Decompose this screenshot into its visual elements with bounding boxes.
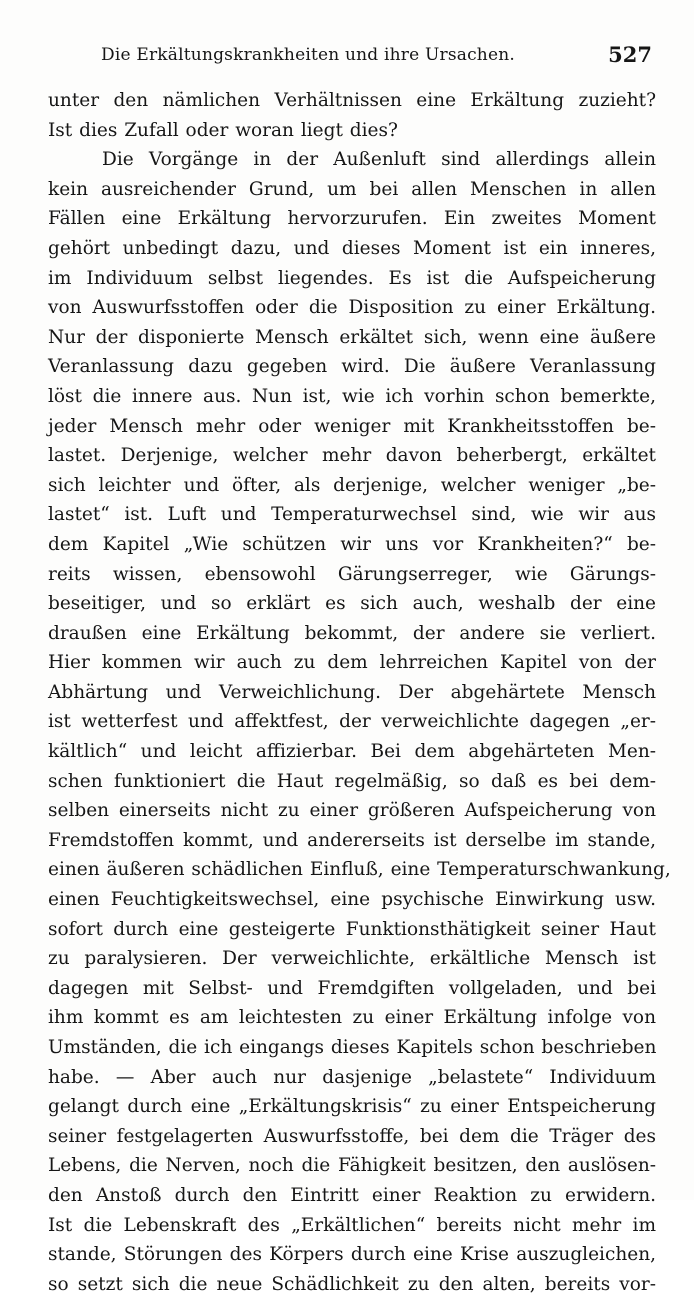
text-line: dem Kapitel „Wie schützen wir uns vor Krankheiten?“ be-: [48, 533, 656, 555]
text-line: zu paralysieren. Der verweichlichte, erkältliche Mensch ist: [48, 948, 656, 970]
page-number: 527: [608, 42, 652, 67]
text-line: Abhärtung und Verweichlichung. Der abgehärtete Mensch: [48, 681, 656, 703]
text-line: jeder Mensch mehr oder weniger mit Krankheitsstoffen be-: [48, 415, 656, 437]
running-header: [48, 38, 654, 72]
text-line: sich leichter und öfter, als derjenige, welcher weniger „be-: [48, 474, 656, 496]
text-line: einen äußeren schädlichen Einfluß, eine Temperaturschwankung,: [48, 859, 671, 881]
text-line: draußen eine Erkältung bekommt, der andere sie verliert.: [48, 622, 656, 644]
text-line: von Auswurfsstoffen oder die Disposition zu einer Erkältung.: [48, 297, 656, 319]
text-line: einen Feuchtigkeitswechsel, eine psychische Einwirkung usw.: [48, 889, 656, 911]
text-line: Hier kommen wir auch zu dem lehrreichen Kapitel von der: [48, 652, 656, 674]
text-line: lastet. Derjenige, welcher mehr davon beherbergt, erkältet: [48, 445, 656, 467]
text-line: lastet“ ist. Luft und Temperaturwechsel sind, wie wir aus: [48, 504, 656, 526]
text-line: löst die innere aus. Nun ist, wie ich vorhin schon bemerkte,: [48, 385, 656, 407]
text-line: schen funktioniert die Haut regelmäßig, so daß es bei dem-: [48, 770, 656, 792]
text-line: Veranlassung dazu gegeben wird. Die äußere Veranlassung: [48, 356, 656, 378]
text-line: Lebens, die Nerven, noch die Fähigkeit besitzen, den auslösen-: [48, 1155, 656, 1177]
text-line: den Anstoß durch den Eintritt einer Reaktion zu erwidern.: [48, 1184, 656, 1206]
text-line: kein ausreichender Grund, um bei allen Menschen in allen: [48, 178, 656, 200]
text-line: habe. — Aber auch nur dasjenige „belastete“ Individuum: [48, 1066, 656, 1088]
text-line: ist wetterfest und affektfest, der verweichlichte dagegen „er-: [48, 711, 656, 733]
text-line: reits wissen, ebensowohl Gärungserreger, wie Gärungs-: [48, 563, 656, 585]
text-line: Nur der disponierte Mensch erkältet sich, wenn eine äußere: [48, 326, 656, 348]
text-line: Die Vorgänge in der Außenluft sind allerdings allein: [102, 149, 656, 171]
text-line: beseitiger, und so erklärt es sich auch, weshalb der eine: [48, 593, 656, 615]
text-line: ihm kommt es am leichtesten zu einer Erkältung infolge von: [48, 1007, 656, 1029]
text-line: selben einerseits nicht zu einer größeren Aufspeicherung von: [48, 800, 656, 822]
text-line: Fällen eine Erkältung hervorzurufen. Ein zweites Moment: [48, 208, 656, 230]
text-line: dagegen mit Selbst- und Fremdgiften vollgeladen, und bei: [48, 977, 656, 999]
text-line: so setzt sich die neue Schädlichkeit zu den alten, bereits vor-: [48, 1273, 656, 1295]
text-line: unter den nämlichen Verhältnissen eine Erkältung zuzieht?: [48, 90, 656, 111]
body-text: [48, 86, 671, 1299]
text-line: gelangt durch eine „Erkältungskrisis“ zu einer Entspeicherung: [48, 1096, 656, 1118]
text-line: sofort durch eine gesteigerte Funktionsthätigkeit seiner Haut: [48, 918, 656, 940]
text-line: Umständen, die ich eingangs dieses Kapitels schon beschrieben: [48, 1037, 657, 1058]
text-line: Ist dies Zufall oder woran liegt dies?: [48, 119, 398, 141]
text-line: Fremdstoffen kommt, und andererseits ist derselbe im stande,: [48, 829, 656, 851]
text-line: Ist die Lebenskraft des „Erkältlichen“ bereits nicht mehr im: [48, 1214, 656, 1236]
text-line: kältlich“ und leicht affizierbar. Bei dem abgehärteten Men-: [48, 741, 656, 763]
text-line: stande, Störungen des Körpers durch eine Krise auszugleichen,: [48, 1244, 656, 1266]
text-line: seiner festgelagerten Auswurfsstoffe, bei dem die Träger des: [48, 1125, 656, 1147]
text-line: im Individuum selbst liegendes. Es ist die Aufspeicherung: [48, 267, 656, 289]
text-line: gehört unbedingt dazu, und dieses Moment ist ein inneres,: [48, 237, 656, 259]
running-title: Die Erkältungskrankheiten und ihre Ursachen.: [101, 45, 515, 65]
